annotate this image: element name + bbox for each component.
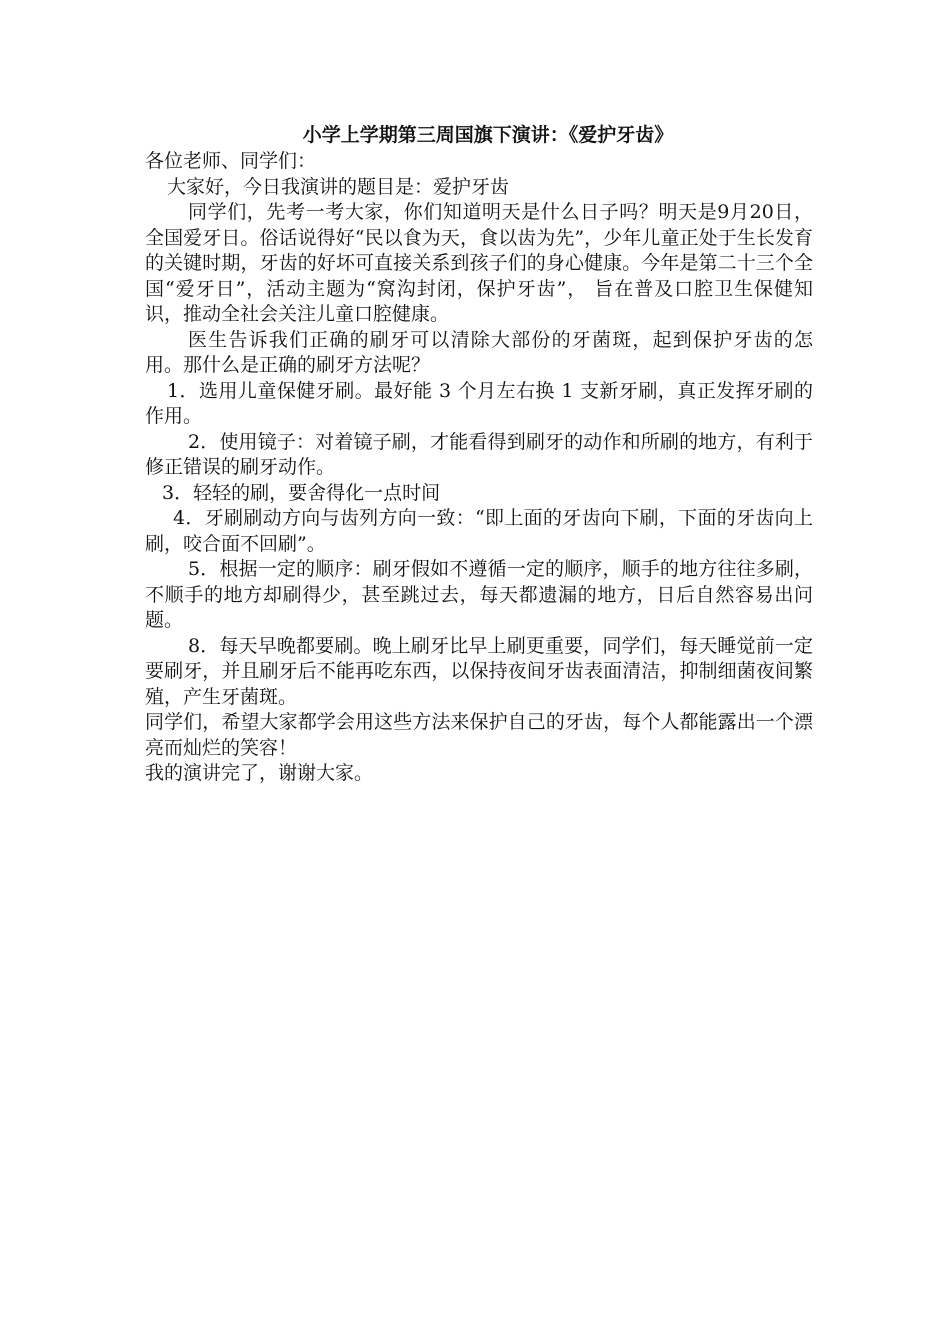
list-item-3: 3．轻轻的刷，要舍得化一点时间 xyxy=(162,481,441,504)
intro-paragraph: 大家好，今日我演讲的题目是：爱护牙齿 xyxy=(167,175,510,198)
list-item-8: 8．每天早晚都要刷。晚上刷牙比早上刷更重要，同学们，每天睡觉前一定要刷牙，并且刷牙后不能再吃东西，以保持夜间牙齿表面清洁，抑制细菌夜间繁殖，产生牙菌斑。 xyxy=(145,634,813,708)
closing-paragraph: 同学们，希望大家都学会用这些方法来保护自己的牙齿，每个人都能露出一个漂亮而灿烂的笑容！ xyxy=(145,711,813,759)
list-item-2: 2．使用镜子：对着镜子刷，才能看得到刷牙的动作和所刷的地方，有利于修正错误的刷牙动作。 xyxy=(145,430,813,478)
document-title: 小学上学期第三周国旗下演讲：《爱护牙齿》 xyxy=(302,124,674,146)
list-item-4: 4．牙刷刷动方向与齿列方向一致：“即上面的牙齿向下刷，下面的牙齿向上刷，咬合面不回刷”。 xyxy=(145,507,813,555)
ending-line: 我的演讲完了，谢谢大家。 xyxy=(145,762,374,784)
list-item-5: 5．根据一定的顺序：刷牙假如不遵循一定的顺序，顺手的地方往往多刷，不顺手的地方却刷得少，甚至跳过去，每天都遗漏的地方，日后自然容易出问题。 xyxy=(145,558,813,631)
greeting-paragraph: 各位老师、同学们： xyxy=(145,150,317,172)
body-paragraph-brushing-question: 医生告诉我们正确的刷牙可以清除大部份的牙菌斑，起到保护牙齿的怎用。那什么是正确的刷牙方法呢？ xyxy=(145,328,813,376)
list-item-1: 1．选用儿童保健牙刷。最好能 3 个月左右换 1 支新牙刷，真正发挥牙刷的作用。 xyxy=(145,379,813,427)
body-paragraph-teeth-day: 同学们，先考一考大家，你们知道明天是什么日子吗？明天是9月20日，全国爱牙日。俗话说得好“民以食为天，食以齿为先”，少年儿童正处于生长发育的关键时期，牙齿的好坏可直接关系到孩子们的身心健康。今年是第二十三个全国“爱牙日”，活动主题为“窝沟封闭，保护牙齿”， 旨在普及口腔卫生保健知识，推动全社会关注儿童口腔健康。 xyxy=(145,201,813,325)
document-body xyxy=(145,122,813,787)
